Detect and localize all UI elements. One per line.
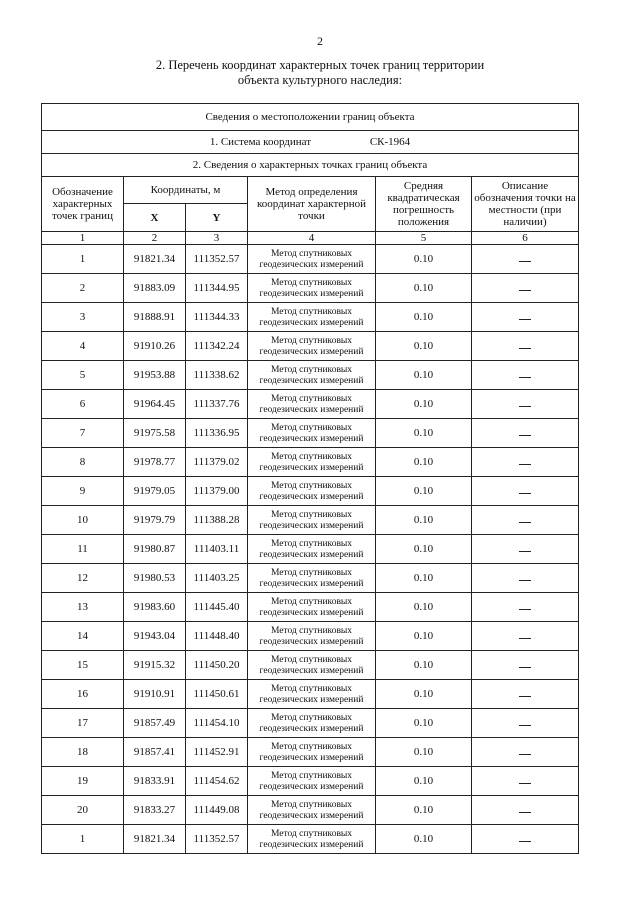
x-coordinate-cell: 91833.91 [124,767,186,796]
dash-mark [519,609,531,610]
x-coordinate-cell: 91980.87 [124,535,186,564]
dash-mark [519,696,531,697]
x-coordinate-cell: 91910.91 [124,680,186,709]
method-cell: Метод спутниковых геодезических измерений [248,651,376,680]
accuracy-cell: 0.10 [376,506,472,535]
description-cell [472,825,579,854]
y-coordinate-cell: 111352.57 [186,245,248,274]
column-number: 2 [124,232,186,245]
dash-mark [519,348,531,349]
header-x: X [124,204,186,232]
table-title: Сведения о местоположении границ объекта [42,104,579,131]
x-coordinate-cell: 91980.53 [124,564,186,593]
x-coordinate-cell: 91857.41 [124,738,186,767]
dash-mark [519,754,531,755]
accuracy-cell: 0.10 [376,332,472,361]
table-row [42,825,579,854]
description-cell [472,332,579,361]
header-row [42,177,579,204]
accuracy-cell: 0.10 [376,390,472,419]
table-row [42,303,579,332]
description-cell [472,390,579,419]
table-row [42,390,579,419]
coord-system-row [42,131,579,154]
accuracy-cell: 0.10 [376,622,472,651]
method-cell: Метод спутниковых геодезических измерений [248,361,376,390]
y-coordinate-cell: 111379.00 [186,477,248,506]
accuracy-cell: 0.10 [376,419,472,448]
point-id-cell: 3 [42,303,124,332]
description-cell [472,506,579,535]
accuracy-cell: 0.10 [376,303,472,332]
x-coordinate-cell: 91915.32 [124,651,186,680]
coord-system-cell [42,131,579,154]
dash-mark [519,493,531,494]
dash-mark [519,580,531,581]
x-coordinate-cell: 91883.09 [124,274,186,303]
table-row [42,274,579,303]
point-id-cell: 15 [42,651,124,680]
y-coordinate-cell: 111454.62 [186,767,248,796]
description-cell [472,767,579,796]
table-row [42,767,579,796]
method-cell: Метод спутниковых геодезических измерений [248,767,376,796]
y-coordinate-cell: 111450.61 [186,680,248,709]
description-cell [472,738,579,767]
method-cell: Метод спутниковых геодезических измерений [248,535,376,564]
point-id-cell: 4 [42,332,124,361]
boundary-coordinates-table [41,103,579,854]
method-cell: Метод спутниковых геодезических измерений [248,564,376,593]
y-coordinate-cell: 111336.95 [186,419,248,448]
accuracy-cell: 0.10 [376,680,472,709]
column-number: 5 [376,232,472,245]
table-row [42,332,579,361]
description-cell [472,593,579,622]
coord-system-label: 1. Система координат [209,136,312,148]
point-id-cell: 17 [42,709,124,738]
header-coordinates: Координаты, м [124,177,248,204]
method-cell: Метод спутниковых геодезических измерений [248,738,376,767]
x-coordinate-cell: 91943.04 [124,622,186,651]
header-y: Y [186,204,248,232]
y-coordinate-cell: 111445.40 [186,593,248,622]
accuracy-cell: 0.10 [376,825,472,854]
table-row [42,680,579,709]
x-coordinate-cell: 91821.34 [124,245,186,274]
point-id-cell: 5 [42,361,124,390]
dash-mark [519,841,531,842]
accuracy-cell: 0.10 [376,477,472,506]
method-cell: Метод спутниковых геодезических измерений [248,796,376,825]
accuracy-cell: 0.10 [376,796,472,825]
description-cell [472,448,579,477]
y-coordinate-cell: 111454.10 [186,709,248,738]
accuracy-cell: 0.10 [376,738,472,767]
point-id-cell: 10 [42,506,124,535]
description-cell [472,477,579,506]
y-coordinate-cell: 111403.25 [186,564,248,593]
table-row [42,245,579,274]
column-number: 1 [42,232,124,245]
column-number: 6 [472,232,579,245]
table-row [42,593,579,622]
y-coordinate-cell: 111403.11 [186,535,248,564]
point-id-cell: 12 [42,564,124,593]
method-cell: Метод спутниковых геодезических измерений [248,274,376,303]
point-id-cell: 16 [42,680,124,709]
table-row [42,477,579,506]
dash-mark [519,522,531,523]
table-row [42,361,579,390]
y-coordinate-cell: 111342.24 [186,332,248,361]
description-cell [472,535,579,564]
accuracy-cell: 0.10 [376,564,472,593]
table-row [42,622,579,651]
x-coordinate-cell: 91888.91 [124,303,186,332]
dash-mark [519,406,531,407]
heading-line-2: объекта культурного наследия: [237,73,403,87]
header-description: Описание обозначения точки на местности (при наличии) [472,177,579,232]
description-cell [472,622,579,651]
column-numbers-row [42,232,579,245]
method-cell: Метод спутниковых геодезических измерений [248,825,376,854]
accuracy-cell: 0.10 [376,274,472,303]
accuracy-cell: 0.10 [376,593,472,622]
description-cell [472,796,579,825]
description-cell [472,564,579,593]
description-cell [472,245,579,274]
points-info-row [42,154,579,177]
point-id-cell: 13 [42,593,124,622]
x-coordinate-cell: 91910.26 [124,332,186,361]
y-coordinate-cell: 111449.08 [186,796,248,825]
description-cell [472,680,579,709]
y-coordinate-cell: 111388.28 [186,506,248,535]
description-cell [472,274,579,303]
y-coordinate-cell: 111450.20 [186,651,248,680]
point-id-cell: 20 [42,796,124,825]
accuracy-cell: 0.10 [376,651,472,680]
point-id-cell: 8 [42,448,124,477]
table-title-row [42,104,579,131]
header-designation: Обозначение характерных точек границ [42,177,124,232]
y-coordinate-cell: 111352.57 [186,825,248,854]
x-coordinate-cell: 91978.77 [124,448,186,477]
dash-mark [519,551,531,552]
dash-mark [519,464,531,465]
method-cell: Метод спутниковых геодезических измерений [248,245,376,274]
header-accuracy: Средняя квадратическая погрешность положения [376,177,472,232]
point-id-cell: 11 [42,535,124,564]
point-id-cell: 9 [42,477,124,506]
table-row [42,564,579,593]
point-id-cell: 6 [42,390,124,419]
accuracy-cell: 0.10 [376,767,472,796]
header-method: Метод определения координат характерной точки [248,177,376,232]
dash-mark [519,261,531,262]
y-coordinate-cell: 111452.91 [186,738,248,767]
y-coordinate-cell: 111448.40 [186,622,248,651]
page-number: 2 [317,34,323,48]
dash-mark [519,638,531,639]
dash-mark [519,783,531,784]
table-row [42,535,579,564]
table-row [42,709,579,738]
y-coordinate-cell: 111338.62 [186,361,248,390]
x-coordinate-cell: 91821.34 [124,825,186,854]
point-id-cell: 19 [42,767,124,796]
table-row [42,419,579,448]
method-cell: Метод спутниковых геодезических измерений [248,709,376,738]
x-coordinate-cell: 91983.60 [124,593,186,622]
table-row [42,506,579,535]
description-cell [472,303,579,332]
description-cell [472,651,579,680]
x-coordinate-cell: 91979.05 [124,477,186,506]
points-info-label: 2. Сведения о характерных точках границ объекта [42,154,579,177]
method-cell: Метод спутниковых геодезических измерений [248,303,376,332]
method-cell: Метод спутниковых геодезических измерений [248,506,376,535]
x-coordinate-cell: 91857.49 [124,709,186,738]
table-row [42,448,579,477]
accuracy-cell: 0.10 [376,245,472,274]
dash-mark [519,667,531,668]
method-cell: Метод спутниковых геодезических измерений [248,593,376,622]
accuracy-cell: 0.10 [376,709,472,738]
point-id-cell: 18 [42,738,124,767]
method-cell: Метод спутниковых геодезических измерений [248,419,376,448]
description-cell [472,361,579,390]
dash-mark [519,725,531,726]
accuracy-cell: 0.10 [376,535,472,564]
point-id-cell: 14 [42,622,124,651]
x-coordinate-cell: 91975.58 [124,419,186,448]
column-number: 3 [186,232,248,245]
table-row [42,651,579,680]
x-coordinate-cell: 91953.88 [124,361,186,390]
point-id-cell: 1 [42,245,124,274]
dash-mark [519,435,531,436]
method-cell: Метод спутниковых геодезических измерений [248,332,376,361]
x-coordinate-cell: 91979.79 [124,506,186,535]
y-coordinate-cell: 111344.33 [186,303,248,332]
table-row [42,796,579,825]
method-cell: Метод спутниковых геодезических измерений [248,477,376,506]
description-cell [472,709,579,738]
table-row [42,738,579,767]
method-cell: Метод спутниковых геодезических измерений [248,680,376,709]
point-id-cell: 7 [42,419,124,448]
dash-mark [519,319,531,320]
column-number: 4 [248,232,376,245]
point-id-cell: 2 [42,274,124,303]
point-id-cell: 1 [42,825,124,854]
y-coordinate-cell: 111344.95 [186,274,248,303]
method-cell: Метод спутниковых геодезических измерений [248,622,376,651]
dash-mark [519,812,531,813]
description-cell [472,419,579,448]
x-coordinate-cell: 91964.45 [124,390,186,419]
coord-system-value: СК-1964 [369,136,411,148]
method-cell: Метод спутниковых геодезических измерений [248,448,376,477]
y-coordinate-cell: 111379.02 [186,448,248,477]
method-cell: Метод спутниковых геодезических измерений [248,390,376,419]
document-heading [60,58,580,88]
y-coordinate-cell: 111337.76 [186,390,248,419]
accuracy-cell: 0.10 [376,361,472,390]
dash-mark [519,377,531,378]
heading-line-1: 2. Перечень координат характерных точек границ территории [155,58,485,72]
dash-mark [519,290,531,291]
accuracy-cell: 0.10 [376,448,472,477]
x-coordinate-cell: 91833.27 [124,796,186,825]
